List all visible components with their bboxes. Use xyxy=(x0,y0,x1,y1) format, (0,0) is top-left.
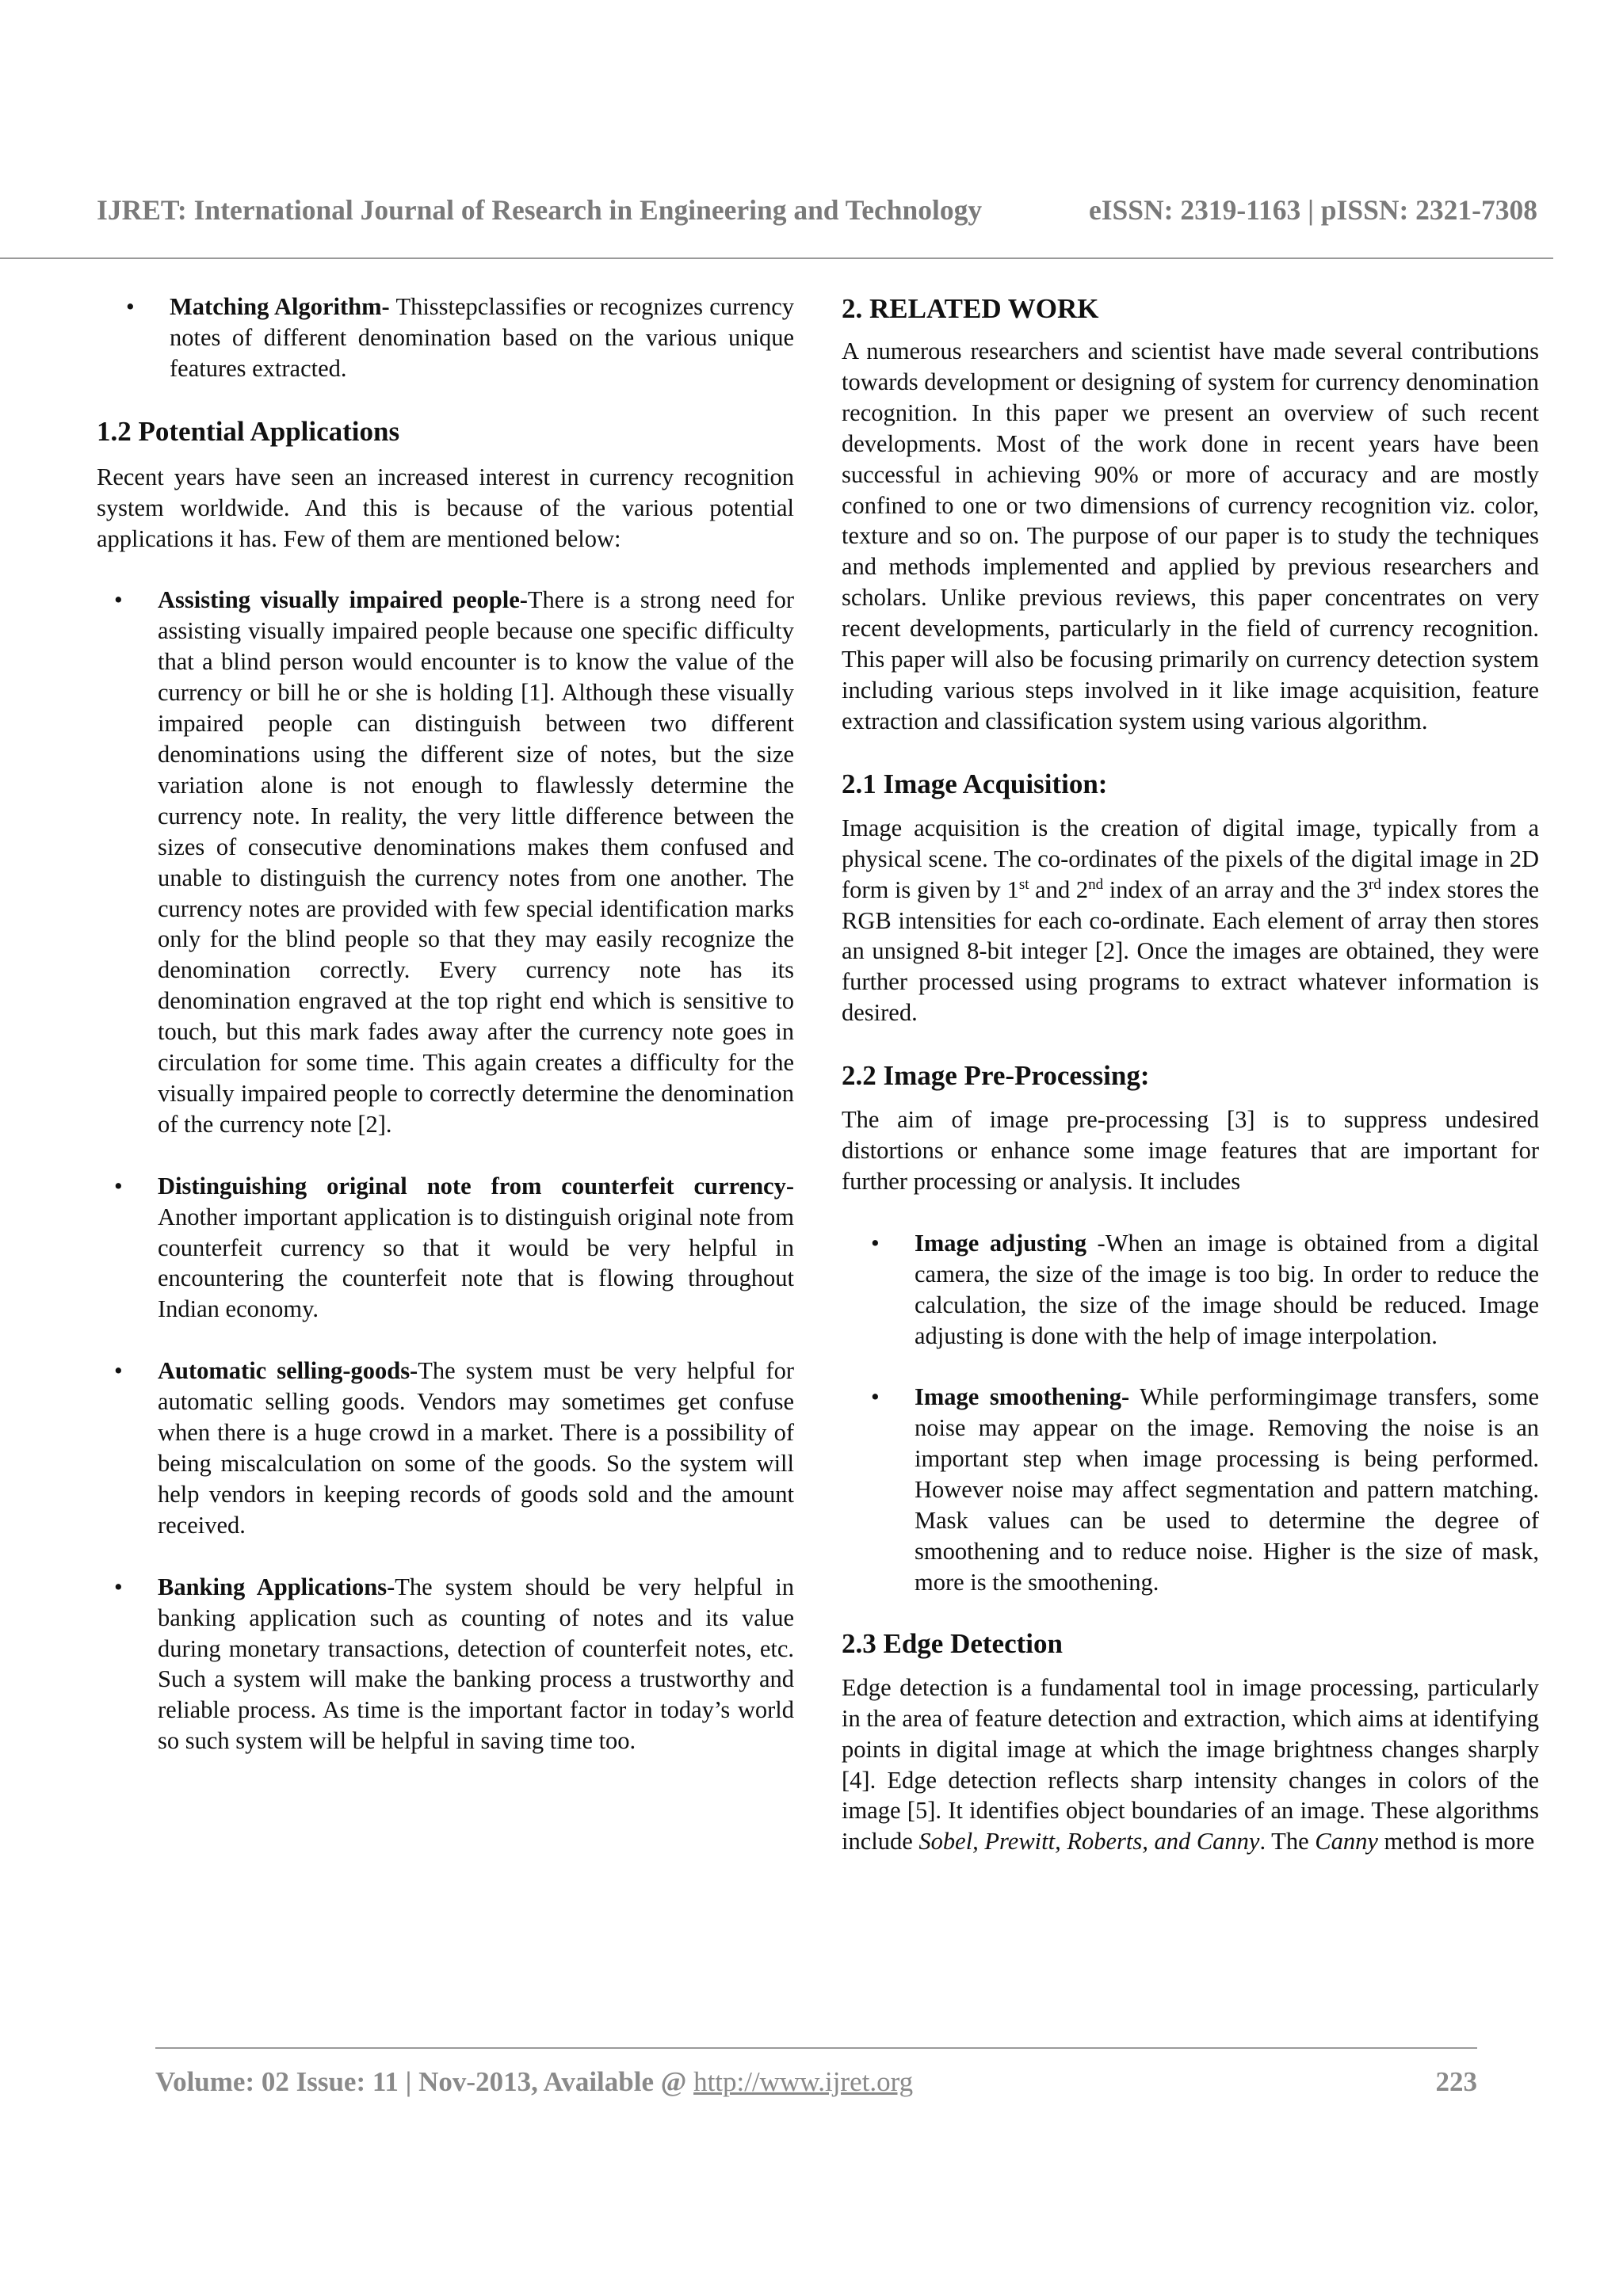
list-item xyxy=(126,292,794,384)
bullet-icon: • xyxy=(114,1172,123,1199)
page-number: 223 xyxy=(1435,2066,1477,2097)
section-heading: 1.2 Potential Applications xyxy=(97,415,400,447)
item-text: The system should be very helpful in banking application such as counting of notes and its value during monetary transactions, detection of counterfeit notes, etc. Such a system will make the banking process a trustworthy and reliable process. As time is the important factor in today’s world so such system will be helpful in saving time too. xyxy=(158,1573,795,1755)
item-term: Banking Applications- xyxy=(158,1573,395,1600)
item-text: -When an image is obtained from a digital camera, the size of the image is too big. In order to reduce the calculation, the size of the image should be reduced. Image adjusting is done with the help of image interpolation. xyxy=(915,1229,1540,1349)
list-item xyxy=(871,1382,1539,1597)
right-column xyxy=(842,292,1539,1857)
section-heading: 2.2 Image Pre-Processing: xyxy=(842,1060,1150,1092)
paragraph: The aim of image pre-processing [3] is to suppress undesired distortions or enhance some image features that are important for further processing or analysis. It includes xyxy=(842,1106,1539,1195)
item-term: Assisting visually impaired people- xyxy=(158,586,528,614)
bullet-icon: • xyxy=(114,1573,123,1600)
journal-link[interactable]: http://www.ijret.org xyxy=(693,2066,914,2097)
list-item xyxy=(871,1228,1540,1352)
bullet-icon: • xyxy=(114,1357,123,1385)
section-heading: 2.3 Edge Detection xyxy=(842,1627,1063,1659)
volume-info: Volume: 02 Issue: 11 | Nov-2013, Available @ xyxy=(155,2066,694,2097)
section-heading: 2.1 Image Acquisition: xyxy=(842,768,1108,799)
item-term: Distinguishing original note from counterfeit currency- xyxy=(158,1172,794,1199)
issn: eISSN: 2319-1163 | pISSN: 2321-7308 xyxy=(1088,194,1537,226)
header-divider xyxy=(0,257,1553,259)
item-term: Automatic selling-goods- xyxy=(158,1357,418,1385)
item-text: Another important application is to distinguish original note from counterfeit currency so that it would be very helpful in encountering the counterfeit note that is flowing throughout Indian economy. xyxy=(158,1203,794,1323)
item-term: Matching Algorithm- xyxy=(170,293,390,320)
paragraph: A numerous researchers and scientist have made several contributions towards development or designing of system for currency denomination recognition. In this paper we present an overview of such recent developments. Most of the work done in recent years have been successful in achieving 90% or more of accuracy and are mostly confined to one or two dimensions of currency recognition viz. color, texture and so on. The purpose of our paper is to study the techniques and methods implemented and applied by previous researchers and scholars. Unlike previous reviews, this paper concentrates on very recent developments, particularly in the field of currency recognition. This paper will also be focusing primarily on currency detection system including various steps involved in it like image acquisition, feature extraction and classification system using various algorithm. xyxy=(842,338,1539,734)
journal-name: IJRET: International Journal of Research in Engineering and Technology xyxy=(97,194,983,226)
bullet-icon: • xyxy=(126,293,135,320)
applications-list xyxy=(97,585,794,1756)
footer-divider xyxy=(155,2047,1477,2049)
item-text: There is a strong need for assisting visually impaired people because one specific difficulty that a blind person would encounter is to know the value of the currency or bill he or she is holding [1]. Although these visually impaired people can distinguish between two different denominations using the different size of notes, but the size variation alone is not enough to flawlessly determine the currency note. In reality, the very little difference between the sizes of consecutive denominations makes them confused and unable to distinguish the currency notes from one another. The currency notes are provided with few special identification marks only for the blind people so that they may easily recognize the denomination correctly. Every currency note has its denomination engraved at the top right end which is sensitive to touch, but this mark fades away after the currency note goes in circulation for some time. This again creates a difficulty for the visually impaired people to correctly determine the denomination of the currency note [2]. xyxy=(158,586,795,1138)
list-item xyxy=(114,1572,795,1756)
item-text: Thisstepclassifies or recognizes currency notes of different denomination based on the various unique features extracted. xyxy=(170,293,794,382)
bullet-icon: • xyxy=(871,1383,880,1411)
item-term: Image smoothening- xyxy=(915,1383,1130,1411)
list-item xyxy=(114,1171,794,1325)
running-header xyxy=(97,193,1537,227)
item-term: Image adjusting xyxy=(915,1229,1086,1257)
footer-citation xyxy=(155,2066,913,2098)
running-footer xyxy=(155,2066,1477,2098)
bullet-icon: • xyxy=(114,586,123,614)
list-item xyxy=(114,1356,794,1540)
preprocessing-list xyxy=(842,1228,1539,1598)
section-heading: 2. RELATED WORK xyxy=(842,293,1099,324)
bullet-icon: • xyxy=(871,1229,880,1257)
paragraph: Image acquisition is the creation of digital image, typically from a physical scene. The co-ordinates of the pixels of the digital image in 2D form is given by 1st and 2nd index of an array and the 3rd index stores the RGB intensities for each co-ordinate. Each element of array then stores an unsigned 8-bit integer [2]. Once the images are obtained, they were further processed using programs to extract whatever information is desired. xyxy=(842,814,1539,1027)
list-item xyxy=(114,585,795,1139)
paragraph: Recent years have seen an increased interest in currency recognition system worldwide. And this is because of the various potential applications it has. Few of them are mentioned below: xyxy=(97,463,794,552)
matching-list xyxy=(97,292,794,384)
paragraph: Edge detection is a fundamental tool in image processing, particularly in the area of feature detection and extraction, which aims at identifying points in digital image at which the image brightness changes sharply [4]. Edge detection reflects sharp intensity changes in colors of the image [5]. It identifies object boundaries of an image. These algorithms include Sobel, Prewitt, Roberts, and Canny. The Canny method is more xyxy=(842,1673,1539,1855)
left-column xyxy=(97,292,794,1756)
item-text: The system must be very helpful for automatic selling goods. Vendors may sometimes get confuse when there is a huge crowd in a market. There is a possibility of being miscalculation on some of the goods. So the system will help vendors in keeping records of goods sold and the amount received. xyxy=(158,1357,794,1539)
item-text: While performingimage transfers, some noise may appear on the image. Removing the noise is an important step when image processing is being performed. However noise may affect segmentation and pattern matching. Mask values can be used to determine the degree of smoothening and to reduce noise. Higher is the size of mask, more is the smoothening. xyxy=(915,1383,1539,1596)
